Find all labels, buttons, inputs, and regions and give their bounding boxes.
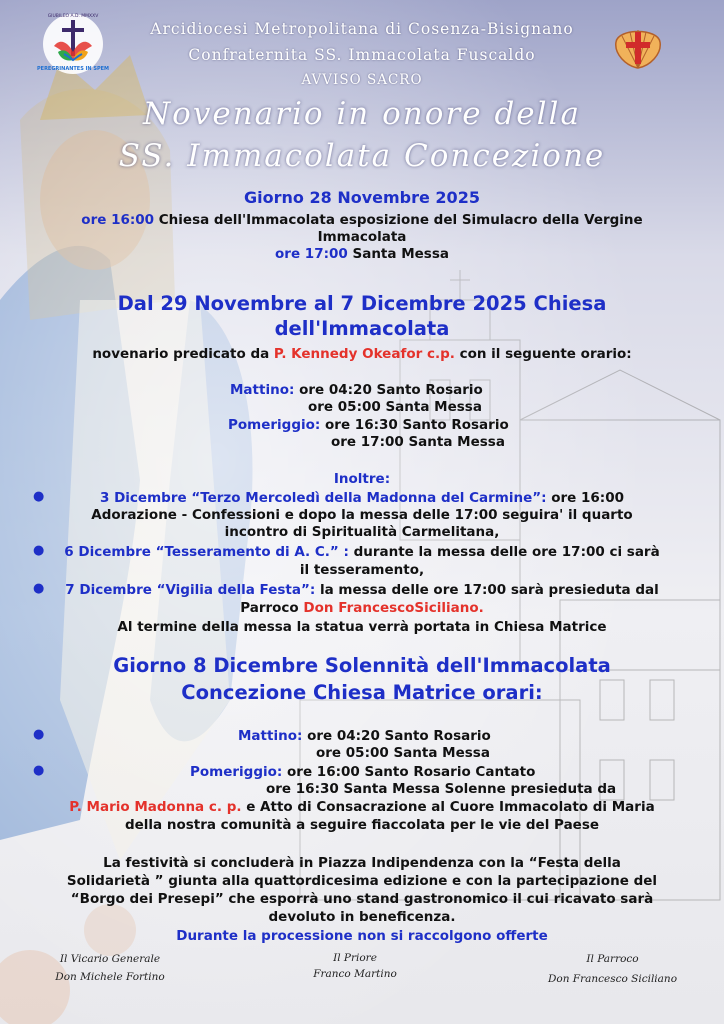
title-line2: SS. Immacolata Concezione <box>118 138 606 174</box>
inoltre-item2-a: durante la messa delle ore 17:00 ci sarà <box>353 544 660 560</box>
inoltre-item1-c: incontro di Spiritualità Carmelitana, <box>224 524 500 540</box>
inoltre-item1-a: ore 16:00 <box>551 490 624 506</box>
novena-morning-row1 <box>230 382 483 398</box>
novena-afternoon-label: Pomeriggio: <box>228 417 321 433</box>
inoltre-item1-title: 3 Dicembre “Terzo Mercoledì della Madonna del Carmine”: <box>100 490 547 506</box>
day8-heading1: Giorno 8 Dicembre Solennità dell'Immacolata <box>113 654 611 677</box>
novena-preacher: P. Kennedy Okeafor c.p. <box>273 346 455 362</box>
signature-parish-priest-name: Don Francesco Siciliano <box>547 973 678 985</box>
day8-consecration: e Atto di Consacrazione al Cuore Immacolato di Maria <box>246 799 655 815</box>
bullet-icon: ● <box>33 543 45 558</box>
festivity-note: Durante la processione non si raccolgono offerte <box>176 928 548 944</box>
novena-intro-a: novenario predicato da <box>92 346 270 362</box>
day28-text1b: Immacolata <box>317 229 407 245</box>
novena-afternoon1: ore 16:30 Santo Rosario <box>325 417 509 433</box>
novena-morning-label: Mattino: <box>230 382 295 398</box>
signature-prior-role: Il Priore <box>333 952 377 964</box>
bullet-icon: ● <box>33 581 45 596</box>
novena-heading2: dell'Immacolata <box>274 317 450 340</box>
inoltre-item2-b: il tesseramento, <box>299 562 425 578</box>
signature-prior <box>295 952 415 980</box>
inoltre-item3-line2 <box>0 600 724 616</box>
day8-morning-label: Mattino: <box>238 728 303 744</box>
header-notice: AVVISO SACRO <box>301 72 423 88</box>
logo-text-top: GIUBILEO A.D. MMXXV <box>47 14 99 19</box>
day28-text1: Chiesa dell'Immacolata esposizione del Simulacro della Vergine <box>158 212 643 228</box>
novena-morning2: ore 05:00 Santa Messa <box>308 399 482 415</box>
header-confraternity: Confraternita SS. Immacolata Fuscaldo <box>188 46 536 64</box>
day8-morning-row1 <box>238 728 491 744</box>
signature-vicar <box>40 953 180 983</box>
day28-text2: Santa Messa <box>352 246 449 262</box>
logo-text-bottom: PEREGRINANTES IN SPEM <box>36 66 109 72</box>
signature-prior-name: Franco Martino <box>313 968 397 980</box>
inoltre-item3-title: 7 Dicembre “Vigilia della Festa”: <box>65 582 316 598</box>
inoltre-item3-a: la messa delle ore 17:00 sarà presieduta dal <box>319 582 659 598</box>
day8-afternoon1: ore 16:00 Santo Rosario Cantato <box>287 764 536 780</box>
day8-afternoon2: ore 16:30 Santa Messa Solenne presieduta da <box>266 781 617 797</box>
title-line1: Novenario in onore della <box>143 96 581 132</box>
bullet-icon: ● <box>33 727 45 742</box>
novena-afternoon-row1 <box>228 417 509 433</box>
day28-time2: ore 17:00 <box>275 246 348 262</box>
day8-afternoon-label: Pomeriggio: <box>190 764 283 780</box>
inoltre-closing: Al termine della messa la statua verrà portata in Chiesa Matrice <box>117 619 607 635</box>
festivity-line3: “Borgo dei Presepi” che esporrà uno stand gastronomico il cui ricavato sarà <box>70 891 654 907</box>
inoltre-item1-b: Adorazione - Confessioni e dopo la messa delle 17:00 seguira' il quarto <box>91 507 633 523</box>
novena-heading1: Dal 29 Novembre al 7 Dicembre 2025 Chiesa <box>117 292 607 315</box>
novena-intro <box>0 346 724 362</box>
day8-heading2: Concezione Chiesa Matrice orari: <box>181 681 543 704</box>
day28-heading: Giorno 28 Novembre 2025 <box>244 188 480 207</box>
bullet-icon: ● <box>33 763 45 778</box>
signature-parish-priest-role: Il Parroco <box>586 953 639 965</box>
festivity-line4: devoluto in beneficenza. <box>268 909 456 925</box>
festivity-line1: La festività si concluderà in Piazza Indipendenza con la “Festa della <box>103 855 621 871</box>
day28-time1: ore 16:00 <box>81 212 155 228</box>
day8-celebrant: P. Mario Madonna c. p. <box>69 799 242 815</box>
festivity-line2: Solidarietà ” giunta alla quattordicesima edizione e con la partecipazione del <box>66 873 658 889</box>
day8-line-b: della nostra comunità a seguire fiaccolata per le vie del Paese <box>124 817 600 833</box>
inoltre-label: Inoltre: <box>333 471 391 487</box>
bullet-icon: ● <box>33 489 45 504</box>
day8-morning1: ore 04:20 Santo Rosario <box>307 728 491 744</box>
inoltre-item2-line1 <box>0 544 724 560</box>
day28-line2 <box>0 246 724 262</box>
signature-vicar-name: Don Michele Fortino <box>55 971 165 983</box>
day8-line-a <box>0 799 724 815</box>
novena-morning1: ore 04:20 Santo Rosario <box>299 382 483 398</box>
day28-line1 <box>0 212 724 228</box>
day8-afternoon-row1 <box>190 764 535 780</box>
inoltre-item1-line1 <box>0 490 724 506</box>
inoltre-item3-b: Parroco <box>240 600 299 616</box>
inoltre-item3-priest: Don FrancescoSiciliano. <box>303 600 484 616</box>
novena-intro-b: con il seguente orario: <box>459 346 632 362</box>
header-diocese: Arcidiocesi Metropolitana di Cosenza-Bisignano <box>150 20 574 38</box>
inoltre-item2-title: 6 Dicembre “Tesseramento di A. C.” : <box>64 544 349 560</box>
day8-morning2: ore 05:00 Santa Messa <box>316 745 490 761</box>
novena-afternoon2: ore 17:00 Santa Messa <box>331 434 505 450</box>
inoltre-item3-line1 <box>0 582 724 598</box>
signature-vicar-role: Il Vicario Generale <box>59 953 161 965</box>
signature-parish-priest <box>530 953 695 985</box>
